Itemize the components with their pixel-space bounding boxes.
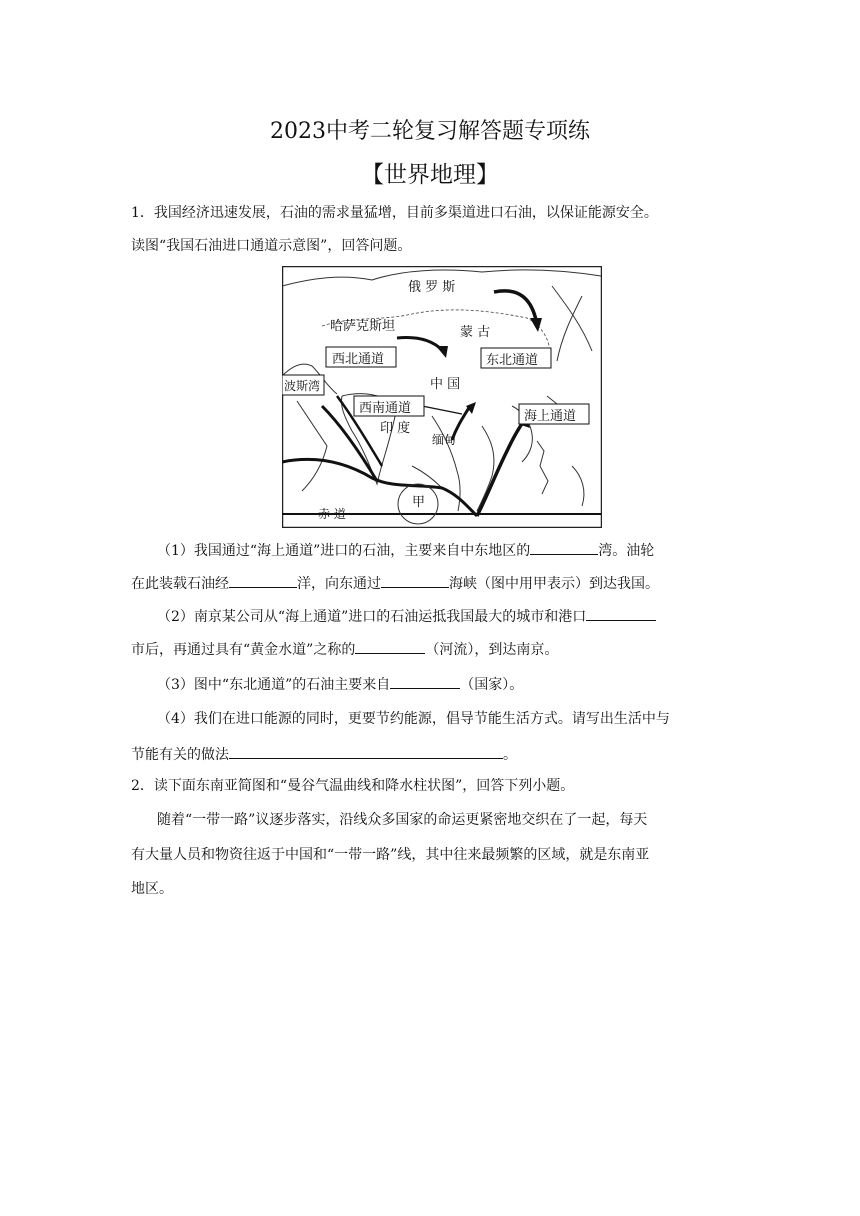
q1-part1-line1: （1）我国通过“海上通道”进口的石油，主要来自中东地区的 湾。油轮 — [157, 540, 654, 561]
q1-intro-line1: 1．我国经济迅速发展，石油的需求量猛增，目前多渠道进口石油，以保证能源安全。 — [131, 205, 658, 221]
map-label-northwest-channel: 西北通道 — [332, 352, 385, 367]
map-label-mongolia: 蒙 古 — [460, 325, 491, 340]
answer-blank[interactable] — [381, 573, 449, 588]
map-label-northeast-channel: 东北通道 — [486, 353, 539, 368]
map-label-russia: 俄 罗 斯 — [408, 280, 456, 295]
map-label-jia: 甲 — [412, 495, 426, 510]
answer-blank[interactable] — [355, 639, 425, 654]
q1-part2-line1: （2）南京某公司从“海上通道”进口的石油运抵我国最大的城市和港口 — [157, 606, 656, 627]
answer-blank[interactable] — [586, 606, 656, 621]
q1-part3: （3）图中“东北通道”的石油主要来自 （国家）。 — [157, 674, 523, 695]
map-label-sea-channel: 海上通道 — [524, 409, 577, 424]
oil-import-route-map — [282, 266, 602, 528]
q2-paragraph-line3: 地区。 — [131, 881, 173, 897]
q2-paragraph-line2: 有大量人员和物资往返于中国和“一带一路”线，其中往来最频繁的区域，就是东南亚 — [131, 847, 650, 863]
q1-part1-line2: 在此装载石油经 洋，向东通过 海峡（图中用甲表示）到达我国。 — [131, 573, 659, 594]
map-label-southwest-channel: 西南通道 — [359, 401, 412, 416]
map-label-china: 中 国 — [430, 377, 461, 392]
map-label-equator: 赤 道 — [318, 507, 346, 521]
map-label-india: 印 度 — [380, 421, 411, 436]
map-label-kazakhstan: 哈萨克斯坦 — [330, 319, 396, 334]
page-title: 2023中考二轮复习解答题专项练 — [270, 119, 590, 144]
answer-blank[interactable] — [530, 540, 598, 555]
q2-paragraph-line1: 随着“一带一路”议逐步落实，沿线众多国家的命运更紧密地交织在了一起，每天 — [157, 812, 648, 828]
q1-part4-line1: （4）我们在进口能源的同时，更要节约能源，倡导节能生活方式。请写出生活中与 — [157, 711, 670, 727]
q1-part4-line2: 节能有关的做法 。 — [131, 744, 517, 765]
answer-blank[interactable] — [229, 573, 297, 588]
q1-intro-line2: 读图“我国石油进口通道示意图”，回答问题。 — [131, 238, 412, 254]
q2-intro: 2．读下面东南亚简图和“曼谷气温曲线和降水柱状图”，回答下列小题。 — [131, 778, 575, 794]
answer-blank[interactable] — [229, 744, 503, 759]
answer-blank[interactable] — [390, 674, 460, 689]
section-title: 【世界地理】 — [361, 162, 499, 188]
q1-part2-line2: 市后，再通过具有“黄金水道”之称的 （河流），到达南京。 — [131, 639, 558, 660]
map-label-persian-gulf: 波斯湾 — [284, 379, 321, 393]
map-label-myanmar: 缅甸 — [432, 433, 457, 447]
